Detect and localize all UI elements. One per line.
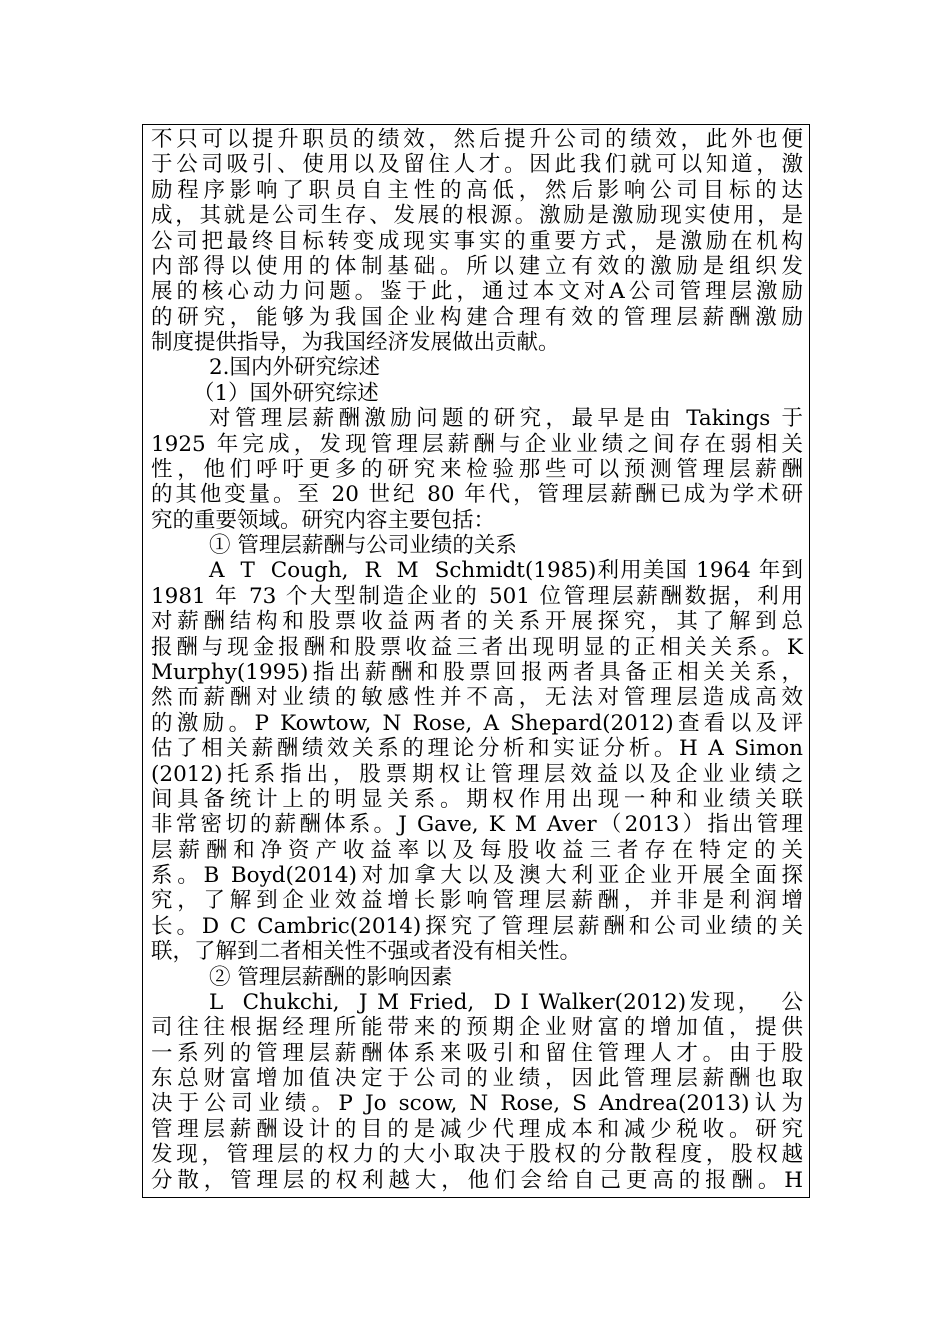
text-line: 决于公司业绩。P Jo scow, N Rose, S Andrea(2013)认为 xyxy=(151,1091,803,1117)
text-line: 成，其就是公司生存、发展的根源。激励是激励现实使用，是 xyxy=(151,203,803,229)
text-frame xyxy=(142,124,810,1198)
text-line: 间具备统计上的明显关系。期权作用出现一种和业绩关联 xyxy=(151,786,803,812)
text-line: 究，了解到企业效益增长影响管理层薪酬，并非是利润增 xyxy=(151,888,803,914)
text-line: 对薪酬结构和股票收益两者的关系开展探究，其了解到总 xyxy=(151,609,803,635)
text-line: 层薪酬和净资产收益率以及每股收益三者存在特定的关 xyxy=(151,837,803,863)
text-line: 一系列的管理层薪酬体系来吸引和留住管理人才。由于股 xyxy=(151,1040,803,1066)
text-line: 的其他变量。至 20 世纪 80 年代，管理层薪酬已成为学术研 xyxy=(151,482,803,508)
text-line: 1981 年 73 个大型制造企业的 501 位管理层薪酬数据，利用 xyxy=(151,583,803,609)
text-line: 联，了解到二者相关性不强或者没有相关性。 xyxy=(151,939,582,965)
text-line: 公司把最终目标转变成现实事实的重要方式，是激励在机构 xyxy=(151,228,803,254)
text-line: 1925 年完成，发现管理层薪酬与企业业绩之间存在弱相关 xyxy=(151,431,803,457)
text-line: 的激励。P Kowtow, N Rose, A Shepard(2012)查看以及评 xyxy=(151,710,803,736)
text-line: 性，他们呼吁更多的研究来检验那些可以预测管理层薪酬 xyxy=(151,456,803,482)
text-line: 非常密切的薪酬体系。J Gave, K M Aver（2013）指出管理 xyxy=(151,812,803,838)
text-line: Murphy(1995)指出薪酬和股票回报两者具备正相关关系， xyxy=(151,660,803,685)
subsection-heading: ① 管理层薪酬与公司业绩的关系 xyxy=(209,533,517,559)
subsection-heading: ② 管理层薪酬的影响因素 xyxy=(209,964,453,990)
text-line: 长。D C Cambric(2014)探究了管理层薪酬和公司业绩的关 xyxy=(151,913,803,939)
text-line: 发现，管理层的权力的大小取决于股权的分散程度，股权越 xyxy=(151,1142,803,1168)
text-line: 估了相关薪酬绩效关系的理论分析和实证分析。H A Simon xyxy=(151,736,803,762)
text-line: 究的重要领域。研究内容主要包括： xyxy=(151,507,496,533)
text-line: 于公司吸引、使用以及留住人才。因此我们就可以知道，激 xyxy=(151,152,803,178)
text-line: 内部得以使用的体制基础。所以建立有效的激励是组织发 xyxy=(151,253,803,279)
text-line: 制度提供指导，为我国经济发展做出贡献。 xyxy=(151,330,560,356)
text-line: 不只可以提升职员的绩效，然后提升公司的绩效，此外也便 xyxy=(151,127,803,152)
text-line: L Chukchi, J M Fried, D I Walker(2012)发现， 公 xyxy=(209,989,803,1015)
text-line: 报酬与现金报酬和股票收益三者出现明显的正相关关系。K xyxy=(151,634,803,660)
text-line: 对管理层薪酬激励问题的研究，最早是由 Takings 于 xyxy=(209,406,803,432)
text-line: 然而薪酬对业绩的敏感性并不高，无法对管理层造成高效 xyxy=(151,685,803,711)
text-line: 管理层薪酬设计的目的是减少代理成本和减少税收。研究 xyxy=(151,1116,803,1142)
text-line: 东总财富增加值决定于公司的业绩，因此管理层薪酬也取 xyxy=(151,1066,803,1092)
text-line: 展的核心动力问题。鉴于此，通过本文对A公司管理层激励 xyxy=(151,279,803,305)
text-line: A T Cough, R M Schmidt(1985)利用美国 1964 年到 xyxy=(209,558,803,584)
subsection-heading: （1）国外研究综述 xyxy=(193,380,379,406)
text-line: (2012)托系指出，股票期权让管理层效益以及企业业绩之 xyxy=(151,761,803,787)
text-line: 分散，管理层的权利越大，他们会给自己更高的报酬。H xyxy=(151,1167,803,1193)
text-line: 系。B Boyd(2014)对加拿大以及澳大利亚企业开展全面探 xyxy=(151,863,803,889)
section-heading: 2.国内外研究综述 xyxy=(209,355,381,381)
text-line: 司往往根据经理所能带来的预期企业财富的增加值，提供 xyxy=(151,1015,803,1041)
text-line: 励程序影响了职员自主性的高低，然后影响公司目标的达 xyxy=(151,177,803,203)
text-line: 的研究，能够为我国企业构建合理有效的管理层薪酬激励 xyxy=(151,304,803,330)
